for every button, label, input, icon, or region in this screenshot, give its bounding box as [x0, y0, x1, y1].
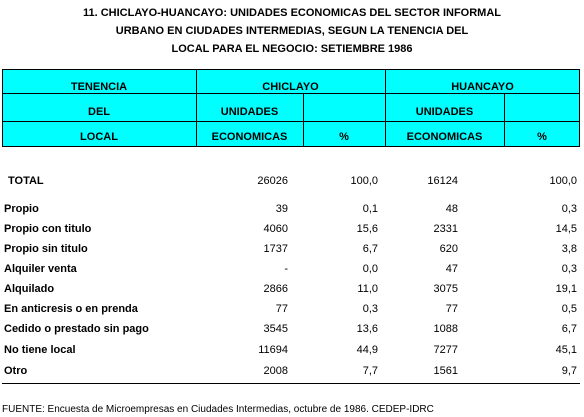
cell-chiclayo-pct: 7,7 [362, 365, 378, 377]
table-row [0, 240, 584, 258]
cell-chiclayo-units: 39 [275, 203, 288, 215]
row-label: Otro [4, 365, 28, 377]
cell-chiclayo-units: 4060 [263, 223, 288, 235]
cell-chiclayo-units: 77 [275, 303, 288, 315]
cell-chiclayo-units: 11694 [258, 344, 288, 356]
header-huancayo: HUANCAYO [451, 81, 514, 93]
table-row [0, 280, 584, 298]
cell-huancayo-pct: 0,3 [561, 203, 577, 215]
cell-huancayo-units: 1088 [433, 323, 458, 335]
header-divider [2, 121, 580, 122]
cell-huancayo-pct: 3,8 [561, 243, 577, 255]
header-del: DEL [88, 106, 110, 118]
cell-chiclayo-pct: 0,3 [362, 303, 378, 315]
header-economicas-chiclayo: ECONOMICAS [211, 131, 288, 143]
cell-huancayo-units: 3075 [433, 283, 458, 295]
table-row-total [0, 172, 584, 190]
cell-chiclayo-units: 1737 [263, 243, 288, 255]
cell-huancayo-units: 2331 [433, 223, 458, 235]
cell-huancayo-pct: 14,5 [555, 223, 577, 235]
cell-chiclayo-pct: 15,6 [356, 223, 378, 235]
table-row [0, 220, 584, 238]
header-pct-huancayo: % [537, 131, 547, 143]
cell-chiclayo-pct: 13,6 [356, 323, 378, 335]
row-label: Propio con titulo [4, 223, 92, 235]
cell-huancayo-units: 16124 [427, 175, 458, 187]
cell-chiclayo-pct: 11,0 [357, 283, 378, 295]
cell-chiclayo-units: 2008 [263, 365, 288, 377]
source-note: FUENTE: Encuesta de Microempresas en Ciudades Intermedias, octubre de 1986. CEDEP-IDRC [2, 404, 434, 415]
header-tenencia: TENENCIA [70, 81, 128, 93]
header-economicas-huancayo: ECONOMICAS [406, 131, 483, 143]
cell-huancayo-pct: 9,7 [561, 365, 577, 377]
table-row [0, 260, 584, 278]
cell-chiclayo-pct: 0,0 [362, 263, 378, 275]
cell-chiclayo-units: - [284, 263, 288, 275]
cell-chiclayo-pct: 6,7 [362, 243, 378, 255]
cell-huancayo-units: 1561 [433, 365, 458, 377]
table-row [0, 320, 584, 338]
table-row [0, 341, 584, 359]
row-label: Propio [4, 203, 39, 215]
table-title-line-1: 11. CHICLAYO-HUANCAYO: UNIDADES ECONOMICAS DEL SECTOR INFORMAL [82, 7, 502, 19]
table-row [0, 300, 584, 318]
table-title-line-2: URBANO EN CIUDADES INTERMEDIAS, SEGUN LA TENENCIA DEL [115, 25, 469, 37]
header-divider [2, 146, 580, 147]
cell-huancayo-pct: 100,0 [549, 175, 577, 187]
cell-chiclayo-pct: 0,1 [362, 203, 378, 215]
cell-chiclayo-units: 26026 [257, 175, 288, 187]
cell-chiclayo-pct: 44,9 [356, 344, 378, 356]
table-row [0, 362, 584, 380]
cell-huancayo-units: 77 [445, 303, 458, 315]
cell-huancayo-units: 7277 [433, 344, 458, 356]
row-label: Cedido o prestado sin pago [4, 323, 149, 335]
row-label: TOTAL [8, 175, 44, 187]
header-unidades-chiclayo: UNIDADES [220, 106, 279, 118]
cell-chiclayo-pct: 100,0 [350, 175, 378, 187]
cell-chiclayo-units: 2866 [263, 283, 288, 295]
cell-huancayo-pct: 0,3 [561, 263, 577, 275]
table-title-line-3: LOCAL PARA EL NEGOCIO: SETIEMBRE 1986 [171, 43, 413, 55]
cell-huancayo-pct: 19,1 [555, 283, 577, 295]
header-local: LOCAL [80, 131, 118, 143]
row-label: Propio sin titulo [4, 243, 88, 255]
cell-huancayo-pct: 0,5 [561, 303, 577, 315]
cell-huancayo-units: 620 [439, 243, 458, 255]
cell-huancayo-units: 48 [445, 203, 458, 215]
row-label: No tiene local [4, 344, 76, 356]
header-chiclayo: CHICLAYO [262, 81, 319, 93]
header-pct-chiclayo: % [339, 131, 349, 143]
table-bottom-rule [2, 383, 580, 384]
cell-huancayo-pct: 45,1 [555, 344, 577, 356]
header-unidades-huancayo: UNIDADES [415, 106, 474, 118]
row-label: Alquilado [4, 283, 55, 295]
cell-huancayo-pct: 6,7 [561, 323, 577, 335]
table-row [0, 200, 584, 218]
row-label: Alquiler venta [4, 263, 77, 275]
cell-chiclayo-units: 3545 [263, 323, 288, 335]
row-label: En anticresis o en prenda [4, 303, 138, 315]
cell-huancayo-units: 47 [445, 263, 458, 275]
